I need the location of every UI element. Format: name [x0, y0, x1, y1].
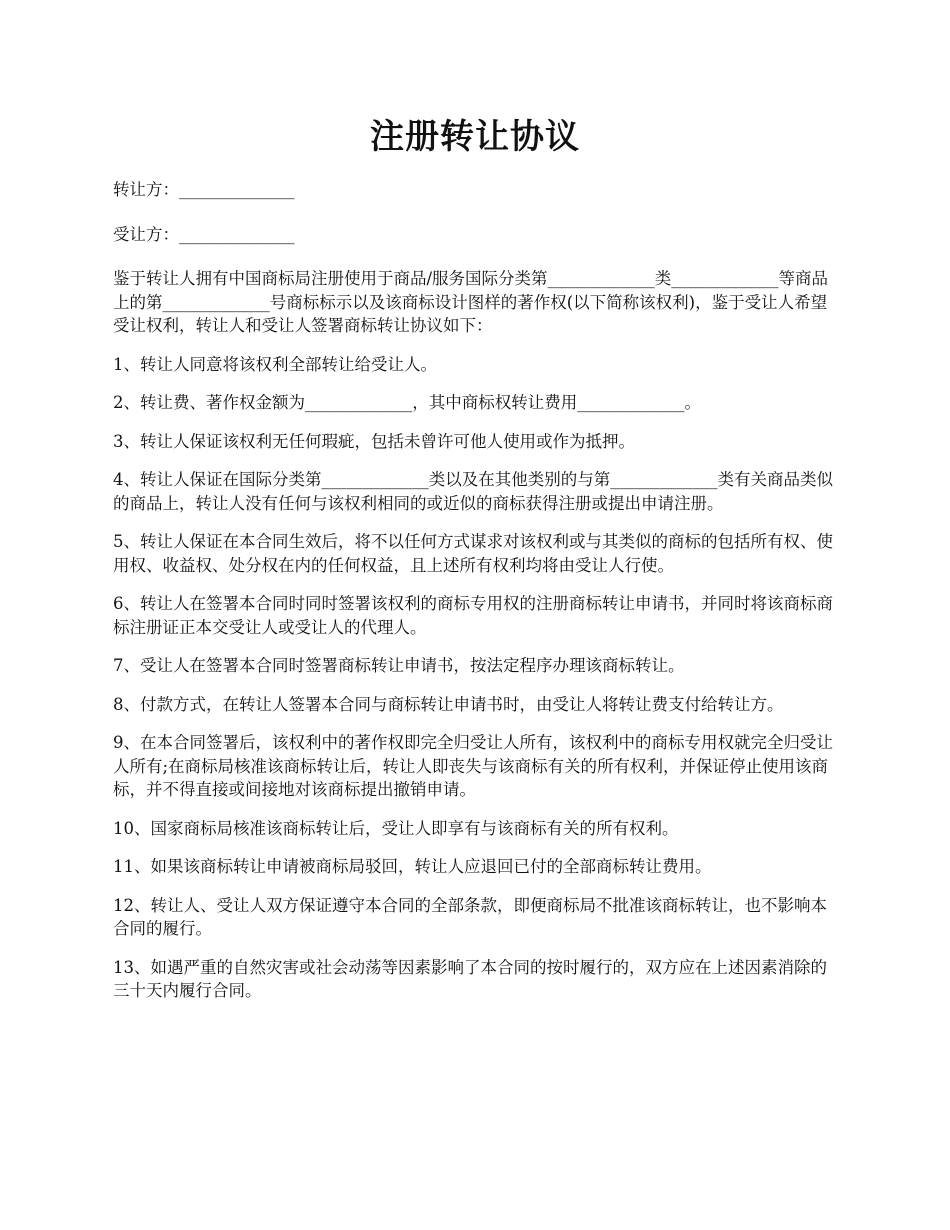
transferor-line: 转让方：______________ — [113, 180, 295, 199]
clause-4: 4、转让人保证在国际分类第_____________类以及在其他类别的与第_____________类有关商品类似的商品上，转让人没有任何与该权利相同的或近似的商标获得注册或提出申请注册。 — [113, 470, 833, 513]
clause-13: 13、如遇严重的自然灾害或社会动荡等因素影响了本合同的按时履行的，双方应在上述因素消除的三十天内履行合同。 — [113, 957, 827, 1000]
clause-1: 1、转让人同意将该权利全部转让给受让人。 — [113, 354, 437, 374]
clause-11: 11、如果该商标转让申请被商标局驳回，转让人应退回已付的全部商标转让费用。 — [113, 857, 712, 876]
clause-8: 8、付款方式，在转让人签署本合同与商标转让申请书时，由受让人将转让费支付给转让方。 — [113, 694, 784, 714]
clause-7: 7、受让人在签署本合同时签署商标转让申请书，按法定程序办理该商标转让。 — [113, 656, 685, 675]
document-body — [113, 178, 840, 1018]
clause-6: 6、转让人在签署本合同时同时签署该权利的商标专用权的注册商标转让申请书，并同时将该商标商标注册证正本交受让人或受让人的代理人。 — [113, 594, 833, 637]
clause-2: 2、转让费、著作权金额为_____________，其中商标权转让费用_____________。 — [113, 393, 701, 412]
preamble-paragraph: 鉴于转让人拥有中国商标局注册使用于商品/服务国际分类第_____________类_____________等商品上的第_____________号商标标示以及该商标设计图样的著作权(以下简称该权利)，鉴于受让人希望受让权利，转让人和受让人签署商标转让协议如下： — [113, 269, 829, 335]
clause-3: 3、转让人保证该权利无任何瑕疵，包括未曾许可他人使用或作为抵押。 — [113, 431, 635, 451]
document-title: 注册转让协议 — [370, 117, 580, 157]
clause-5: 5、转让人保证在本合同生效后，将不以任何方式谋求对该权利或与其类似的商标的包括所有权、使用权、收益权、处分权在内的任何权益，且上述所有权利均将由受让人行使。 — [113, 532, 833, 575]
clause-9: 9、在本合同签署后，该权利中的著作权即完全归受让人所有，该权利中的商标专用权就完全归受让人所有;在商标局核准该商标转让后，转让人即丧失与该商标有关的所有权利，并保证停止使用该商标，并不得直接或间接地对该商标提出撤销申请。 — [113, 733, 833, 799]
transferee-line: 受让方：______________ — [113, 224, 295, 244]
clause-12: 12、转让人、受让人双方保证遵守本合同的全部条款，即便商标局不批准该商标转让，也不影响本合同的履行。 — [113, 895, 827, 938]
clause-10: 10、国家商标局核准该商标转让后，受让人即享有与该商标有关的所有权利。 — [113, 818, 679, 838]
